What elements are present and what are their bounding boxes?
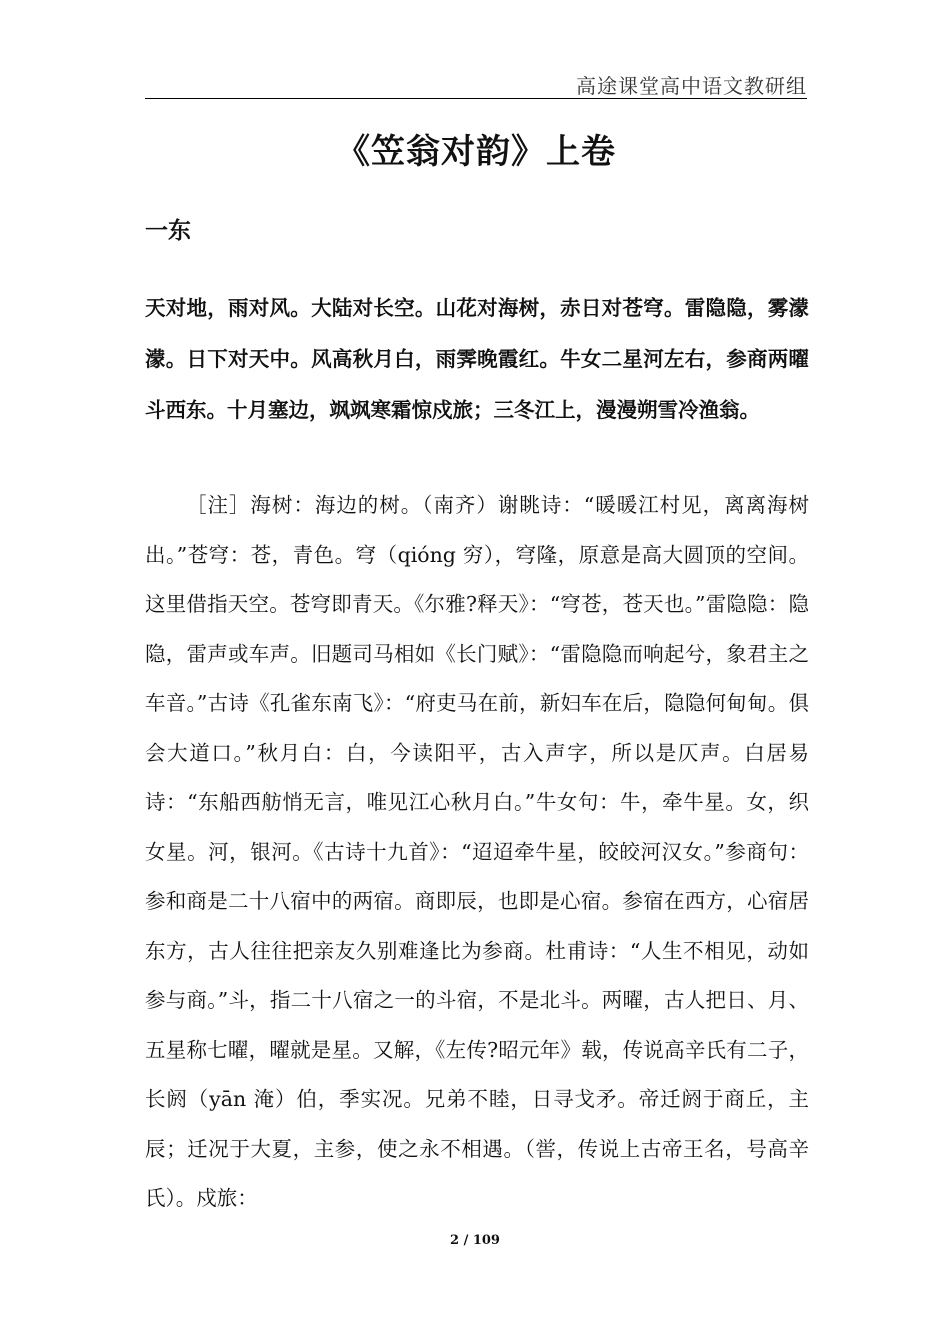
header-divider xyxy=(145,98,807,99)
page-number: 2 / 109 xyxy=(450,1233,500,1248)
verse-paragraph: 天对地，雨对风。大陆对长空。山花对海树，赤日对苍穹。雷隐隐，雾濛濛。日下对天中。风高秋月白，雨霁晚霞红。牛女二星河左右，参商两曜斗西东。十月塞边，飒飒寒霜惊戍旅；三冬江上，漫漫朔雪冷渔翁。 xyxy=(145,296,809,422)
annotation-paragraph: ［注］海树：海边的树。（南齐）谢眺诗：“暖暖江村见，离离海树出。”苍穹：苍，青色。穹（qióng 穷），穹隆，原意是高大圆顶的空间。这里借指天空。苍穹即青天。《尔雅?释天》：“穹苍，苍天也。”雷隐隐：隐隐，雷声或车声。旧题司马相如《长门赋》：“雷隐隐而响起兮，象君主之车音。”古诗《孔雀东南飞》：“府吏马在前，新妇车在后，隐隐何甸甸。俱会大道口。”秋月白：白，今读阳平，古入声字，所以是仄声。白居易诗：“东船西舫悄无言，唯见江心秋月白。”牛女句：牛，牵牛星。女，织女星。河，银河。《古诗十九首》：“迢迢牵牛星，皎皎河汉女。”参商句：参和商是二十八宿中的两宿。商即辰，也即是心宿。参宿在西方，心宿居东方，古人往往把亲友久别难逢比为参商。杜甫诗：“人生不相见，动如参与商。”斗，指二十八宿之一的斗宿，不是北斗。两曜，古人把日、月、五星称七曜，曜就是星。又解，《左传?昭元年》载，传说高辛氏有二子，长阏（yān 淹）伯，季实况。兄弟不睦，日寻戈矛。帝迁阏于商丘，主辰；迁况于大夏，主参，使之永不相遇。（喾，传说上古帝王名，号高辛氏）。戍旅： xyxy=(145,493,809,1210)
header-org: 高途课堂高中语文教研组 xyxy=(576,74,807,98)
section-heading: 一东 xyxy=(145,218,191,244)
page-title: 《笠翁对韵》上卷 xyxy=(336,132,616,172)
